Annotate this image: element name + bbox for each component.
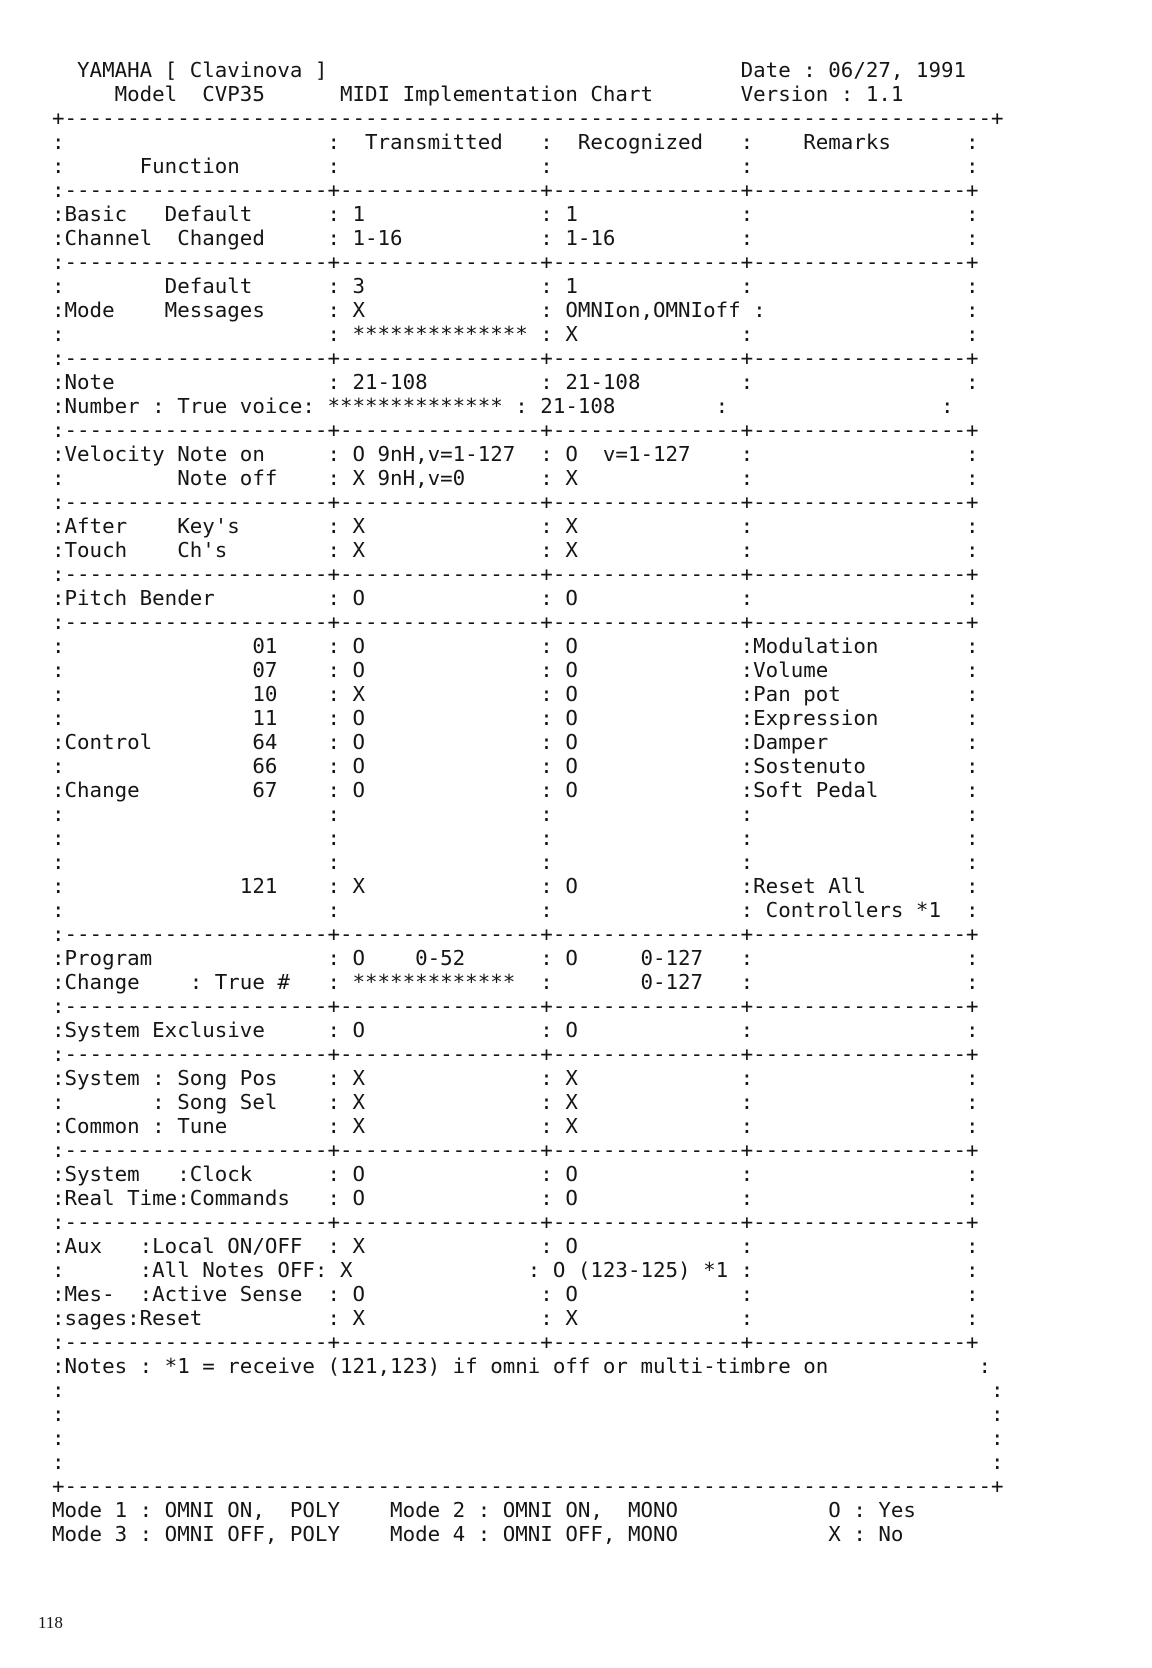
page-number: 118 <box>38 1613 63 1632</box>
chart-line: :Program : O 0-52 : O 0-127 : : <box>52 946 979 970</box>
chart-line: :Note : 21-108 : 21-108 : : <box>52 370 979 394</box>
chart-line: :Mes- :Active Sense : O : O : : <box>52 1282 979 1306</box>
chart-line: : :All Notes OFF: X : O (123-125) *1 : : <box>52 1258 979 1282</box>
chart-line: : 07 : O : O :Volume : <box>52 658 979 682</box>
chart-line: : : <box>52 1402 1004 1426</box>
chart-line: : 121 : X : O :Reset All : <box>52 874 979 898</box>
chart-line: :Change : True # : ************* : 0-127 : : <box>52 970 979 994</box>
midi-implementation-chart <box>52 58 1004 1546</box>
chart-line: Model CVP35 MIDI Implementation Chart Version : 1.1 <box>52 82 904 106</box>
chart-line: :---------------------+----------------+---------------+-----------------+ <box>52 418 979 442</box>
chart-line: :---------------------+----------------+---------------+-----------------+ <box>52 610 979 634</box>
chart-line: Mode 3 : OMNI OFF, POLY Mode 4 : OMNI OFF, MONO X : No <box>52 1522 904 1546</box>
chart-line: :Common : Tune : X : X : : <box>52 1114 979 1138</box>
chart-line: :---------------------+----------------+---------------+-----------------+ <box>52 922 979 946</box>
chart-line: : 01 : O : O :Modulation : <box>52 634 979 658</box>
chart-line: :---------------------+----------------+---------------+-----------------+ <box>52 562 979 586</box>
chart-line: :---------------------+----------------+---------------+-----------------+ <box>52 994 979 1018</box>
chart-line: : Default : 3 : 1 : : <box>52 274 979 298</box>
chart-line: : Note off : X 9nH,v=0 : X : : <box>52 466 979 490</box>
chart-line: YAMAHA [ Clavinova ] Date : 06/27, 1991 <box>52 58 967 82</box>
chart-line: :Notes : *1 = receive (121,123) if omni off or multi-timbre on : <box>52 1354 992 1378</box>
chart-line: : : <box>52 1450 1004 1474</box>
chart-line: : : : : : <box>52 802 979 826</box>
chart-line: :System : Song Pos : X : X : : <box>52 1066 979 1090</box>
chart-line: :Change 67 : O : O :Soft Pedal : <box>52 778 979 802</box>
chart-line: : : Song Sel : X : X : : <box>52 1090 979 1114</box>
chart-line: :Channel Changed : 1-16 : 1-16 : : <box>52 226 979 250</box>
chart-line: :---------------------+----------------+---------------+-----------------+ <box>52 490 979 514</box>
chart-line: :---------------------+----------------+---------------+-----------------+ <box>52 1330 979 1354</box>
chart-line: :Control 64 : O : O :Damper : <box>52 730 979 754</box>
chart-line: : 66 : O : O :Sostenuto : <box>52 754 979 778</box>
chart-line: :Mode Messages : X : OMNIon,OMNIoff : : <box>52 298 979 322</box>
chart-line: : : <box>52 1378 1004 1402</box>
chart-line: :sages:Reset : X : X : : <box>52 1306 979 1330</box>
chart-line: : : : : : <box>52 850 979 874</box>
chart-line: :Number : True voice: ************** : 21-108 : : <box>52 394 954 418</box>
chart-line: +--------------------------------------------------------------------------+ <box>52 1474 1004 1498</box>
chart-line: :After Key's : X : X : : <box>52 514 979 538</box>
chart-line: :---------------------+----------------+---------------+-----------------+ <box>52 1210 979 1234</box>
chart-line: :Aux :Local ON/OFF : X : O : : <box>52 1234 979 1258</box>
chart-line: :System Exclusive : O : O : : <box>52 1018 979 1042</box>
chart-line: :System :Clock : O : O : : <box>52 1162 979 1186</box>
chart-line: :---------------------+----------------+---------------+-----------------+ <box>52 346 979 370</box>
chart-line: :---------------------+----------------+---------------+-----------------+ <box>52 250 979 274</box>
chart-line: :Touch Ch's : X : X : : <box>52 538 979 562</box>
chart-line: :Pitch Bender : O : O : : <box>52 586 979 610</box>
chart-line: : : : : Controllers *1 : <box>52 898 979 922</box>
chart-line: : : <box>52 1426 1004 1450</box>
chart-line: :Basic Default : 1 : 1 : : <box>52 202 979 226</box>
chart-line: :---------------------+----------------+---------------+-----------------+ <box>52 178 979 202</box>
chart-line: : : : : : <box>52 826 979 850</box>
chart-line: +--------------------------------------------------------------------------+ <box>52 106 1004 130</box>
chart-line: : : ************** : X : : <box>52 322 979 346</box>
chart-line: :Real Time:Commands : O : O : : <box>52 1186 979 1210</box>
chart-line: : Function : : : : <box>52 154 979 178</box>
chart-line: :---------------------+----------------+---------------+-----------------+ <box>52 1042 979 1066</box>
chart-line: Mode 1 : OMNI ON, POLY Mode 2 : OMNI ON, MONO O : Yes <box>52 1498 916 1522</box>
chart-line: : : Transmitted : Recognized : Remarks : <box>52 130 979 154</box>
chart-line: :---------------------+----------------+---------------+-----------------+ <box>52 1138 979 1162</box>
chart-line: :Velocity Note on : O 9nH,v=1-127 : O v=1-127 : : <box>52 442 979 466</box>
chart-line: : 11 : O : O :Expression : <box>52 706 979 730</box>
chart-line: : 10 : X : O :Pan pot : <box>52 682 979 706</box>
